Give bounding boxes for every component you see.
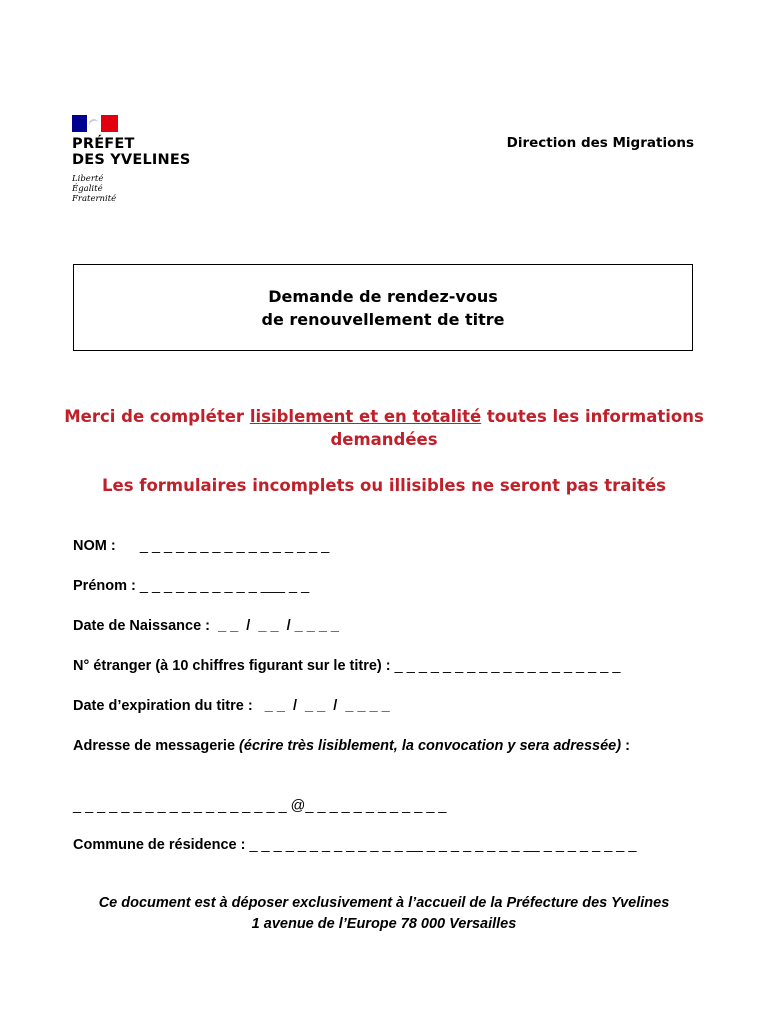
email-blank[interactable]: _ _ _ _ _ _ _ _ _ _ _ _ _ _ _ _ _ _ @_ _ _ _ _ _ _ _ _ _ _ _: [73, 798, 447, 814]
commune-label: Commune de résidence :: [73, 837, 246, 853]
logo-name: [72, 136, 191, 168]
footer-line1: Ce document est à déposer exclusivement à l’accueil de la Préfecture des Yvelines: [98, 895, 670, 911]
expiration-blank[interactable]: _ _ / _ _ / _ _ _ _: [252, 698, 390, 714]
etranger-label: N° étranger (à 10 chiffres figurant sur le titre) :: [73, 658, 391, 674]
notice-part2: toutes les informations demandées: [330, 407, 704, 449]
title-line1: Demande de rendez-vous: [268, 286, 498, 306]
footer-instructions: [40, 893, 728, 935]
field-etranger: [73, 657, 620, 675]
field-expiration: [73, 697, 390, 715]
notice-part1: Merci de compléter: [64, 407, 250, 426]
prefecture-logo: [72, 115, 191, 204]
expiration-label: Date d’expiration du titre :: [73, 698, 253, 714]
motto-liberte: Liberté: [72, 174, 104, 184]
naissance-label: Date de Naissance :: [73, 618, 211, 634]
field-email-label: [73, 737, 630, 755]
french-flag-icon: [72, 115, 118, 132]
nom-label: NOM :: [73, 538, 116, 554]
title-box: [73, 264, 693, 351]
field-commune: [73, 836, 636, 854]
direction-heading: Direction des Migrations: [506, 135, 694, 151]
email-label: Adresse de messagerie: [73, 738, 236, 754]
field-nom: [73, 537, 329, 555]
nom-blank[interactable]: _ _ _ _ _ _ _ _ _ _ _ _ _ _ _ _: [115, 538, 330, 554]
motto-fraternite: Fraternité: [72, 194, 117, 204]
completion-notice: [40, 405, 728, 451]
title-line2: de renouvellement de titre: [261, 309, 505, 329]
notice-underlined: lisiblement et en totalité: [249, 407, 482, 426]
prenom-blank[interactable]: _ _ _ _ _ _ _ _ _ _ ___ _ _: [135, 578, 310, 594]
logo-line2: DES YVELINES: [72, 152, 191, 168]
field-naissance: [73, 617, 339, 635]
field-prenom: [73, 577, 309, 595]
email-colon: :: [621, 738, 630, 754]
email-note: (écrire très lisiblement, la convocation y sera adressée): [239, 738, 622, 754]
footer-line2: 1 avenue de l’Europe 78 000 Versailles: [251, 916, 517, 932]
etranger-blank[interactable]: _ _ _ _ _ _ _ _ _ _ _ _ _ _ _ _ _ _ _: [390, 658, 621, 674]
incomplete-warning: Les formulaires incomplets ou illisibles ne seront pas traités: [102, 476, 666, 495]
logo-motto: [72, 174, 191, 204]
prenom-label: Prénom :: [73, 578, 136, 594]
motto-egalite: Égalité: [72, 184, 103, 194]
logo-line1: PRÉFET: [72, 136, 135, 152]
commune-blank[interactable]: _ _ _ _ _ _ _ _ _ _ _ _ _ __ _ _ _ _ _ _ _ _ __ _ _ _ _ _ _ _ _: [245, 837, 637, 853]
naissance-blank[interactable]: _ _ / _ _ / _ _ _ _: [210, 618, 339, 634]
